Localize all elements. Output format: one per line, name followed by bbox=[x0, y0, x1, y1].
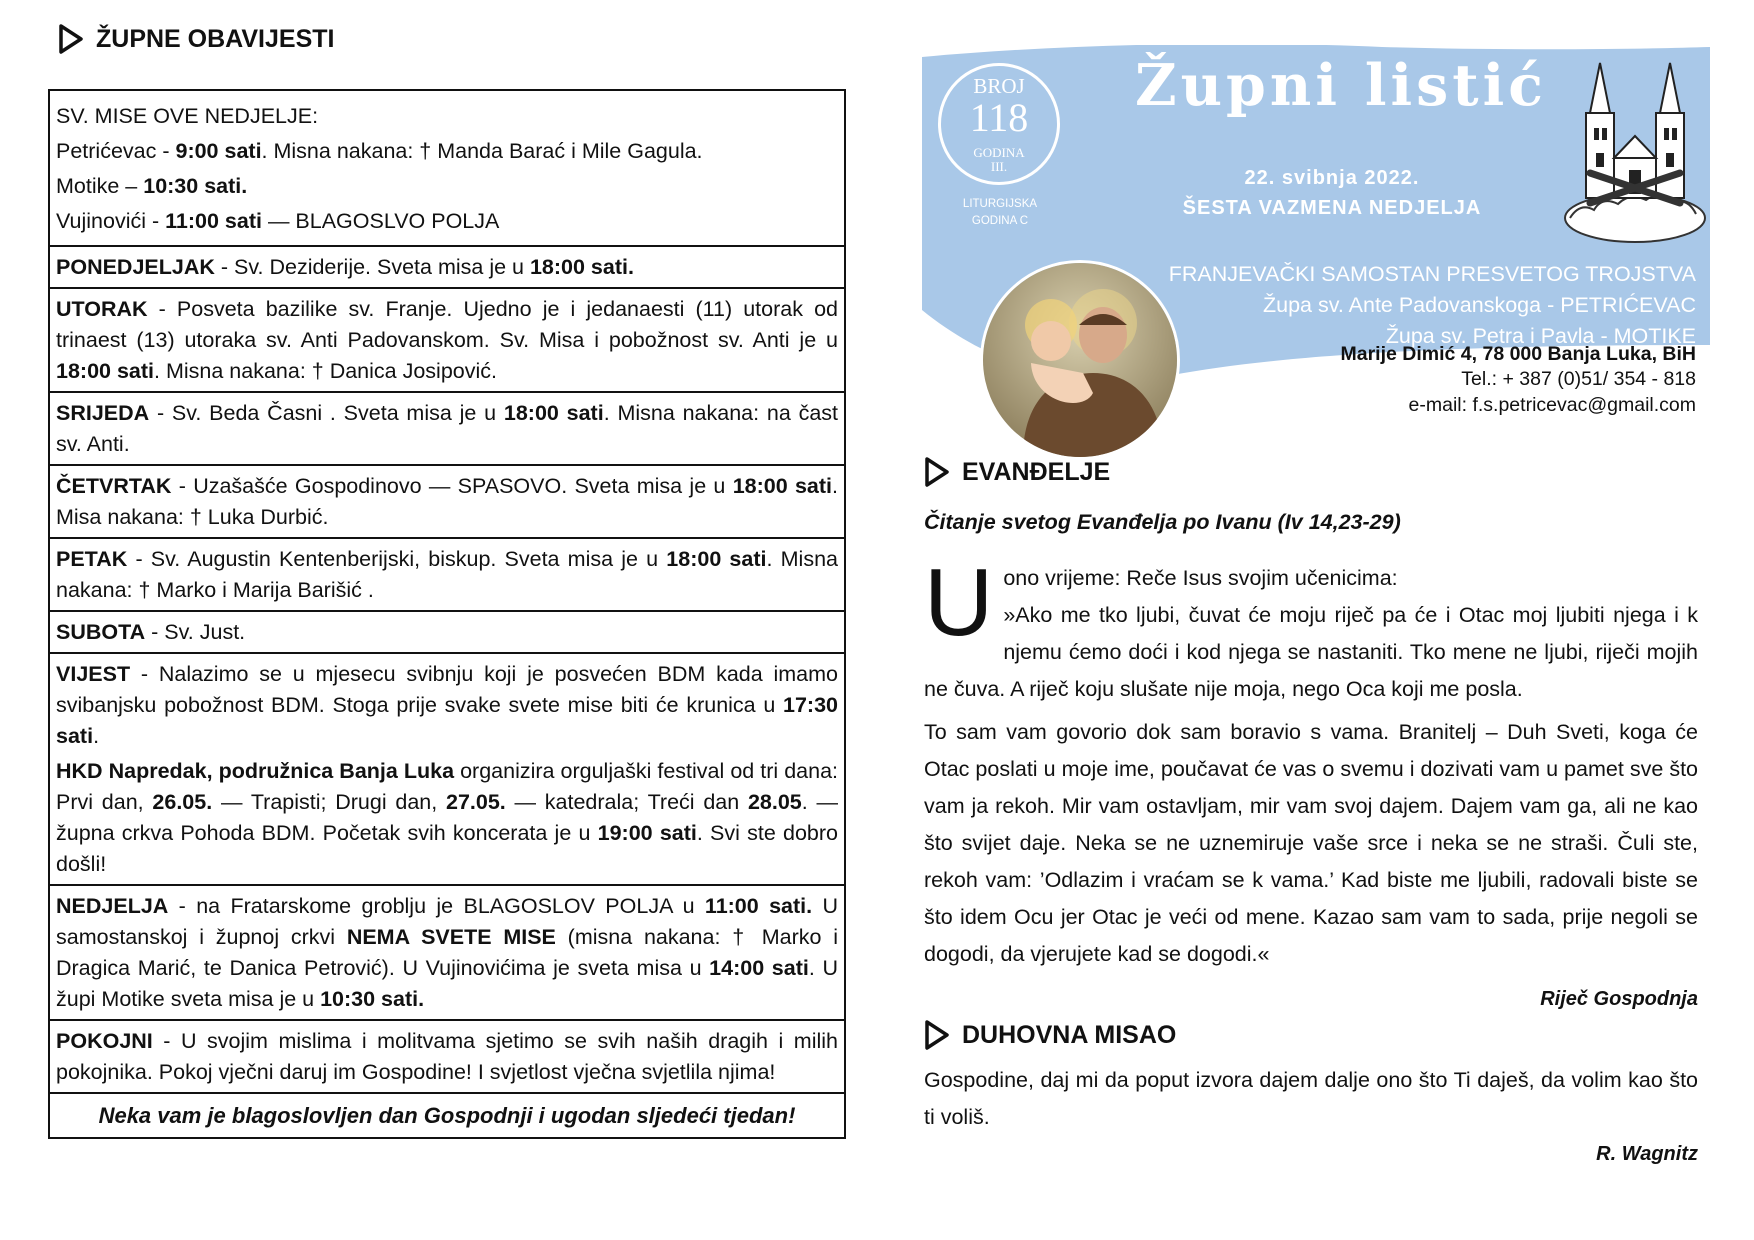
notice-news: VIJEST - Nalazimo se u mjesecu svibnju koji je posvećen BDM kada imamo svibanjsku pobožnost BDM. Stoga prije svake svete mise biti će krunica u 17:30 sati. HKD Napredak, podružnica Banja Luka organizira orguljaški festival od tri dana: Prvi dan, 26.05. — Trapisti; Drugi dan, 27.05. — katedrala; Treći dan 28.05. — župna crkva Pohoda BDM. Početak svih koncerata je u 19:00 sati. Svi ste dobro došli! bbox=[50, 654, 844, 886]
newsletter-title: Župni listić bbox=[1135, 52, 1547, 119]
issue-date: 22. svibnja 2022. bbox=[1244, 167, 1420, 189]
notice-sunday-masses: SV. MISE OVE NEDJELJE: Petrićevac - 9:00 sati. Misna nakana: † Manda Barać i Mile Gagula. Motike – 10:30 sati. Vujinovići - 11:00 sati — BLAGOSLVO POLJA bbox=[50, 91, 844, 247]
play-triangle-icon bbox=[924, 1020, 950, 1050]
liturgical-sunday: ŠESTA VAZMENA NEDJELJA bbox=[1182, 197, 1482, 219]
gospel-reference: Čitanje svetog Evanđelja po Ivanu (Iv 14,23-29) bbox=[924, 510, 1401, 534]
email: e-mail: f.s.petricevac@gmail.com bbox=[1408, 394, 1696, 416]
thought-author: R. Wagnitz bbox=[1596, 1143, 1698, 1165]
gospel-text: U ono vrijeme: Reče Isus svojim učenicima: »Ako me tko ljubi, čuvat će moju riječ pa će i Otac moj ljubiti njega i k njemu ćemo doći i kod njega se nastaniti. Tko mene ne ljubi, riječi mojih ne čuva. A riječ koju slušate nije moja, nego Oca koji me posla. To sam vam govorio dok sam boravio s vama. Branitelj – Duh Sveti, koga će Otac poslati u moje ime, poučavat će vas o svemu i dozivati vam u pamet sve što vam ja rekoh. Mir vam ostavljam, mir vam svoj dajem. Dajem vam ga, ali ne kao što svijet daje. Neka se ne uznemiruje vaše srce i neka se ne straši. Čuli ste, rekoh vam: ’Odlazim i vraćam se k vama.’ Kad biste me ljubili, radovali biste se što idem Ocu jer Otac je veći od mene. Kazao sam vam to sada, prije negoli se dogodi, da vjerujete kad se dogodi.« bbox=[924, 549, 1698, 966]
gospel-closing: Riječ Gospodnja bbox=[1540, 988, 1698, 1010]
notice-monday: PONEDJELJAK - Sv. Deziderije. Sveta misa je u 18:00 sati. bbox=[50, 247, 844, 289]
notice-saturday: SUBOTA - Sv. Just. bbox=[50, 612, 844, 654]
drop-cap: U bbox=[924, 549, 994, 656]
gospel-heading: EVANĐELJE bbox=[924, 457, 1110, 487]
notices-heading: ŽUPNE OBAVIJESTI bbox=[58, 24, 334, 54]
closing-blessing: Neka vam je blagoslovljen dan Gospodnji i ugodan sljedeći tjedan! bbox=[98, 1103, 796, 1128]
saint-anthony-portrait bbox=[980, 260, 1180, 460]
notice-thursday: ČETVRTAK - Uzašašće Gospodinovo — SPASOVO. Sveta misa je u 18:00 sati. Misa nakana: † Luka Durbić. bbox=[50, 466, 844, 539]
play-triangle-icon bbox=[924, 457, 950, 487]
notice-sunday: NEDJELJA - na Fratarskome groblju je BLAGOSLOV POLJA u 11:00 sati. U samostanskoj i župnoj crkvi NEMA SVETE MISE (misna nakana: † Marko i Dragica Marić, te Danica Petrović). U Vujinovićima je sveta misa u 14:00 sati. U župi Motike sveta misa je u 10:30 sati. bbox=[50, 886, 844, 1021]
play-triangle-icon bbox=[58, 24, 84, 54]
church-logo-icon bbox=[1560, 58, 1710, 248]
thought-text: Gospodine, daj mi da poput izvora dajem dalje ono što Ti daješ, da volim kao što ti voliš. bbox=[924, 1068, 1698, 1129]
liturgical-year: LITURGIJSKA GODINA C bbox=[962, 198, 1038, 227]
parish-motike: Župa sv. Petra i Pavla - MOTIKE bbox=[1385, 324, 1696, 348]
notice-friday: PETAK - Sv. Augustin Kentenberijski, biskup. Sveta misa je u 18:00 sati. Misna nakana: † Marko i Marija Barišić . bbox=[50, 539, 844, 612]
friary-name: FRANJEVAČKI SAMOSTAN PRESVETOG TROJSTVA bbox=[1168, 262, 1696, 286]
thought-heading: DUHOVNA MISAO bbox=[924, 1020, 1176, 1050]
telephone: Tel.: + 387 (0)51/ 354 - 818 bbox=[1461, 368, 1696, 390]
issue-number-badge: BROJ 118 GODINA III. bbox=[938, 63, 1060, 185]
notice-wednesday: SRIJEDA - Sv. Beda Časni . Sveta misa je u 18:00 sati. Misna nakana: na čast sv. Anti. bbox=[50, 393, 844, 466]
parish-petricevac: Župa sv. Ante Padovanskoga - PETRIĆEVAC bbox=[1263, 293, 1696, 317]
notice-tuesday: UTORAK - Posveta bazilike sv. Franje. Ujedno je i jedanaesti (11) utorak od trinaest (13) utoraka sv. Anti Padovanskom. Sv. Misa i pobožnost sv. Anti je u 18:00 sati. Misna nakana: † Danica Josipović. bbox=[50, 289, 844, 393]
notices-table bbox=[48, 89, 846, 1139]
notice-deceased: POKOJNI - U svojim mislima i molitvama sjetimo se svih naših dragih i milih pokojnika. Pokoj vječni daruj im Gospodine! I svjetlost vječna svjetlila njima! bbox=[50, 1021, 844, 1094]
address: Marije Dimić 4, 78 000 Banja Luka, BiH bbox=[1340, 343, 1696, 365]
